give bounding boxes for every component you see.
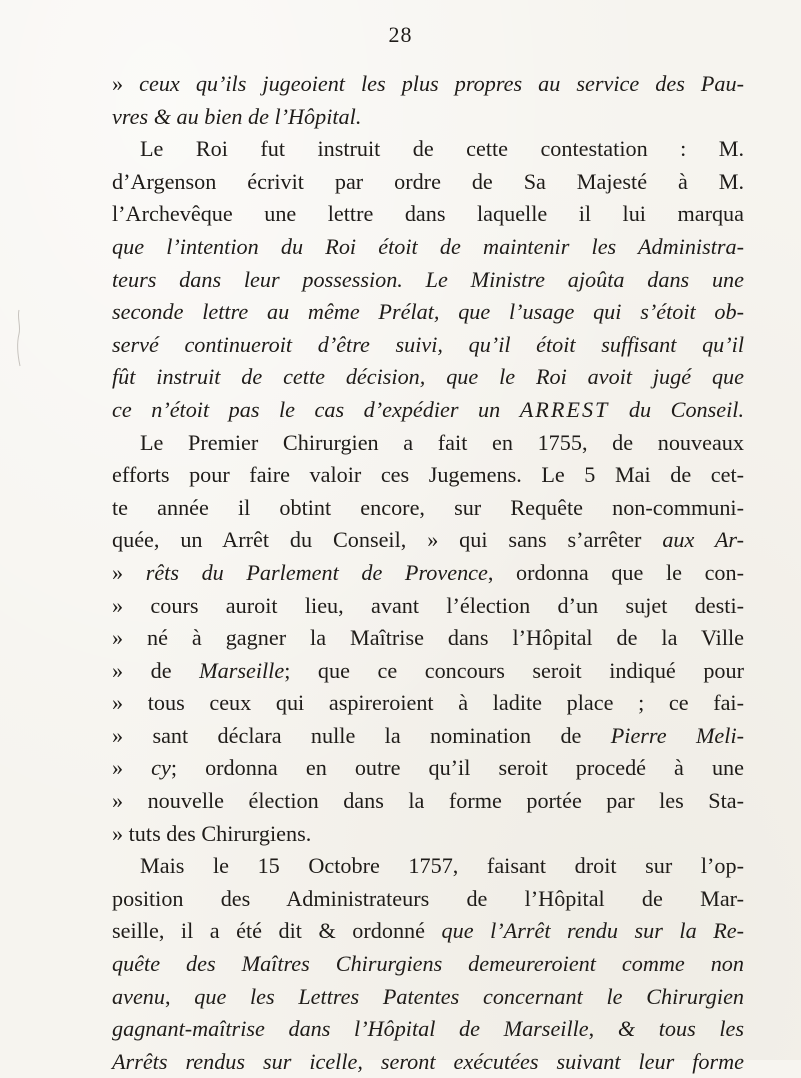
roman-text: Le Roi fut instruit de cette contestation : M. [140, 136, 744, 162]
text-line [112, 394, 744, 427]
italic-text: & tous les [617, 1016, 744, 1042]
italic-text: fût instruit de cette décision, que le Roi avoit jugé que [112, 364, 744, 390]
italic-text: Marseille [199, 657, 285, 683]
italic-text: teurs dans leur possession. Le Ministre ajoûta dans une [112, 266, 744, 292]
text-line [112, 427, 744, 460]
text-line [112, 1013, 744, 1046]
roman-text: seille, il a été dit & ordonné [112, 918, 442, 944]
roman-text: ; ordonna en outre qu’il seroit procedé à une [170, 755, 744, 781]
text-line [112, 557, 744, 590]
italic-text: rêts du Parlement de Provence [145, 559, 488, 585]
roman-text: position des Administrateurs de l’Hôpital de Mar- [112, 885, 744, 911]
roman-text: » tous ceux qui aspireroient à ladite place ; ce fai- [112, 690, 744, 716]
italic-text: que les Lettres Patentes concernant le Chirurgien [194, 983, 745, 1009]
text-line [112, 68, 744, 101]
italic-text: vres & au bien de l’Hôpital. [112, 103, 362, 129]
text-line [112, 655, 744, 688]
text-line [112, 524, 744, 557]
roman-text: , [164, 983, 195, 1009]
roman-text: d’Argenson écrivit par ordre de Sa Majesté à M. [112, 168, 744, 194]
roman-text: » [112, 755, 152, 781]
text-line [112, 231, 744, 264]
roman-text: » [112, 71, 140, 96]
italic-text: Pierre Meli- [610, 722, 744, 748]
text-line [112, 752, 744, 785]
roman-text: Mais le 15 Octobre 1757, faisant droit sur l’op- [140, 853, 744, 879]
text-line [112, 948, 744, 981]
roman-text: » cours auroit lieu, avant l’élection d’un sujet desti- [112, 592, 744, 618]
italic-text: que l’Arrêt rendu sur la Re- [441, 918, 744, 944]
roman-text: » [112, 559, 146, 585]
roman-text: » né à gagner la Maîtrise dans l’Hôpital de la Ville [112, 625, 744, 651]
margin-ink-mark [14, 308, 24, 368]
roman-text: , [588, 1016, 618, 1042]
italic-text: du Conseil. [609, 396, 744, 422]
roman-text: quée, un Arrêt du Conseil, » qui sans s’arrêter [112, 527, 663, 553]
italic-text: seconde lettre au même Prélat, que l’usage qui s’étoit ob- [112, 299, 744, 325]
italic-text: ARREST [519, 396, 610, 422]
text-line [112, 785, 744, 818]
text-line [112, 361, 744, 394]
page-number: 28 [388, 22, 413, 47]
text-line [112, 133, 744, 166]
italic-text: que l’intention du Roi étoit de maintenir les Administra- [112, 233, 744, 259]
text-line [112, 492, 744, 525]
italic-text: gagnant-maîtrise dans l’Hôpital de Marseille [112, 1016, 589, 1042]
roman-text: » tuts des Chirurgiens. [112, 820, 312, 846]
text-line [112, 915, 744, 948]
italic-text: servé continueroit d’être suivi, qu’il étoit suffisant qu’il [112, 331, 744, 357]
italic-text: quête des Maîtres Chirurgiens demeureroient comme non [112, 951, 744, 977]
roman-text: , ordonna que le con- [487, 559, 744, 585]
italic-text: aux Ar- [662, 527, 744, 553]
text-line [112, 850, 744, 883]
text-line [112, 264, 744, 297]
text-line [112, 590, 744, 623]
text-line [112, 329, 744, 362]
roman-text: » sant déclara nulle la nomination de [112, 722, 611, 748]
roman-text: efforts pour faire valoir ces Jugemens. Le 5 Mai de cet- [112, 462, 744, 488]
text-line [112, 622, 744, 655]
text-line [112, 720, 744, 753]
text-line [112, 981, 744, 1014]
italic-text: Arrêts rendus sur icelle, seront exécutées suivant leur forme [112, 1048, 744, 1074]
italic-text: ceux qu’ils jugeoient les plus propres au service des Pau- [139, 71, 744, 96]
body-text [112, 68, 744, 1078]
text-line [112, 459, 744, 492]
roman-text: Le Premier Chirurgien a fait en 1755, de nouveaux [140, 429, 744, 455]
roman-text: te année il obtint encore, sur Requête non-communi- [112, 494, 744, 520]
text-line [112, 101, 744, 134]
text-line [112, 883, 744, 916]
roman-text: l’Archevêque une lettre dans laquelle il lui marqua [112, 201, 744, 227]
italic-text: ce n’étoit pas le cas d’expédier un [112, 396, 520, 422]
text-line [112, 166, 744, 199]
roman-text: ; que ce concours seroit indiqué pour [284, 657, 744, 683]
text-line [112, 296, 744, 329]
text-line [112, 1046, 744, 1078]
roman-text: » de [112, 657, 200, 683]
text-line [112, 687, 744, 720]
italic-text: cy [151, 755, 171, 781]
text-line [112, 818, 744, 851]
roman-text: » nouvelle élection dans la forme portée par les Sta- [112, 788, 744, 814]
text-line [112, 198, 744, 231]
italic-text: avenu [112, 983, 165, 1009]
